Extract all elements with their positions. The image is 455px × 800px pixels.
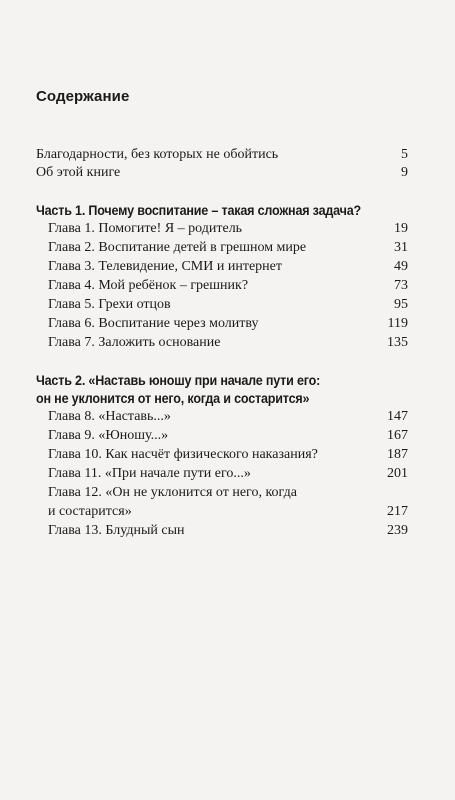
toc-entry-title: Глава 3. Телевидение, СМИ и интернет — [48, 259, 282, 274]
toc-entry-title: Глава 13. Блудный сын — [48, 523, 185, 538]
part-2-title-line-1: Часть 2. «Наставь юношу при начале пути его: — [36, 373, 321, 388]
toc-entry-title: Глава 7. Заложить основание — [48, 335, 221, 350]
toc-entry-page: 239 — [387, 523, 408, 538]
toc-entry-page: 119 — [387, 316, 408, 331]
toc-entry-title: Глава 11. «При начале пути его...» — [48, 466, 251, 481]
toc-heading: Содержание — [36, 88, 130, 105]
toc-entry-page: 5 — [401, 147, 408, 162]
toc-entry-title: Глава 10. Как насчёт физического наказания? — [48, 447, 318, 462]
toc-entry-page: 135 — [387, 335, 408, 350]
part-1-title: Часть 1. Почему воспитание – такая сложная задача? — [36, 203, 362, 218]
toc-entry-title: и состарится» — [48, 504, 132, 519]
toc-entry-page: 9 — [401, 165, 408, 180]
toc-entry-page: 147 — [387, 409, 408, 424]
toc-entry-page: 201 — [387, 466, 408, 481]
toc-entry-page: 19 — [394, 221, 408, 236]
toc-entry-title: Глава 2. Воспитание детей в грешном мире — [48, 240, 307, 255]
toc-entry-page: 31 — [394, 240, 408, 255]
toc-entry-title: Глава 4. Мой ребёнок – грешник? — [48, 278, 249, 293]
toc-entry-page: 49 — [394, 259, 408, 274]
toc-entry-title: Благодарности, без которых не обойтись — [36, 147, 279, 162]
toc-entry-page: 217 — [387, 504, 408, 519]
toc-entry-title: Глава 9. «Юношу...» — [48, 428, 169, 443]
toc-entry-page: 95 — [394, 297, 408, 312]
toc-entry-title: Глава 12. «Он не уклонится от него, когда — [48, 485, 297, 500]
toc-entry-title: Глава 1. Помогите! Я – родитель — [48, 221, 243, 236]
part-2-title-line-2: он не уклонится от него, когда и состарится» — [36, 391, 310, 406]
toc-entry-page: 187 — [387, 447, 408, 462]
toc-entry-page: 167 — [387, 428, 408, 443]
toc-entry-title: Об этой книге — [36, 165, 121, 180]
toc-entry-page: 73 — [394, 278, 408, 293]
toc-entry-title: Глава 8. «Наставь...» — [48, 409, 171, 424]
toc-entry-title: Глава 5. Грехи отцов — [48, 297, 171, 312]
toc-entry-title: Глава 6. Воспитание через молитву — [48, 316, 259, 331]
